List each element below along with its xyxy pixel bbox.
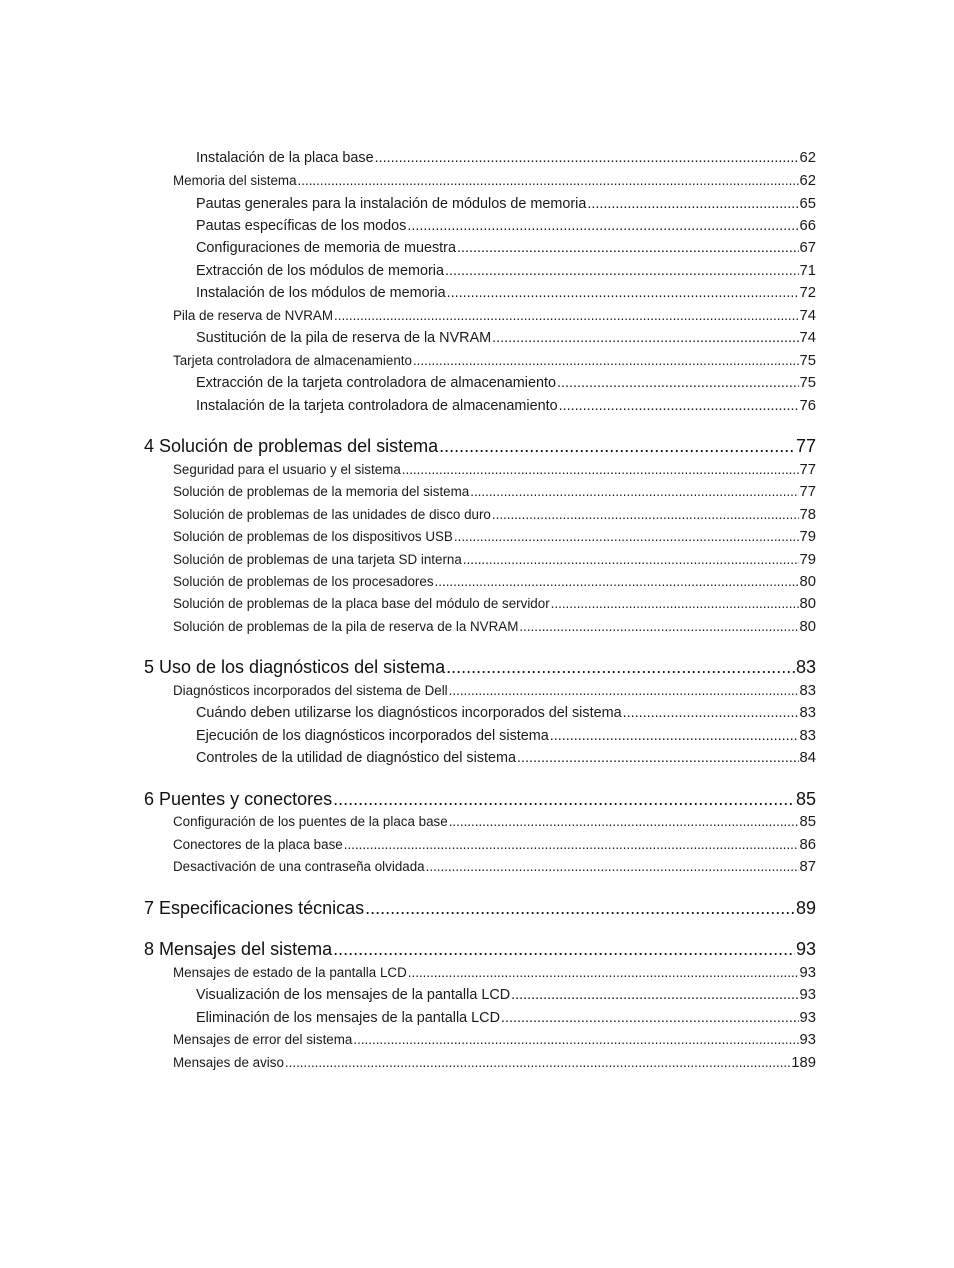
toc-entry-page: 80: [799, 619, 816, 635]
toc-entry-title: Cuándo deben utilizarse los diagnósticos incorporados del sistema: [196, 705, 622, 721]
toc-entry[interactable]: [173, 837, 816, 853]
toc-entry-title: Puentes y conectores: [159, 789, 333, 809]
toc-entry-page: 80: [799, 574, 816, 590]
toc-entry-title: Eliminación de los mensajes de la pantalla LCD: [196, 1010, 500, 1026]
toc-entry-title: Solución de problemas del sistema: [159, 436, 439, 456]
dot-leader: [519, 619, 798, 634]
toc-chapter-entry[interactable]: [144, 789, 816, 810]
toc-entry[interactable]: [173, 173, 816, 189]
dot-leader: [375, 150, 799, 166]
toc-entry[interactable]: [196, 987, 816, 1003]
toc-entry-title: Sustitución de la pila de reserva de la NVRAM: [196, 330, 492, 346]
toc-entry[interactable]: [173, 814, 816, 830]
dot-leader: [457, 240, 799, 256]
chapter-number: 7: [144, 898, 155, 918]
toc-entry-page: 74: [799, 308, 816, 324]
toc-entry[interactable]: [173, 552, 816, 568]
dot-leader: [333, 939, 795, 960]
toc-entry-page: 93: [799, 1032, 816, 1048]
chapter-number: 5: [144, 657, 155, 677]
toc-chapter-entry[interactable]: [144, 939, 816, 960]
toc-entry[interactable]: [173, 308, 816, 324]
toc-entry-title: Memoria del sistema: [173, 173, 297, 188]
toc-entry-page: 85: [795, 789, 816, 809]
toc-entry-page: 83: [799, 683, 816, 699]
toc-entry-title: Solución de problemas de la placa base del módulo de servidor: [173, 596, 550, 611]
toc-entry-page: 89: [795, 898, 816, 918]
dot-leader: [344, 837, 799, 852]
toc-entry-page: 78: [799, 507, 816, 523]
toc-entry[interactable]: [173, 462, 816, 478]
toc-entry-title: Solución de problemas de las unidades de disco duro: [173, 507, 491, 522]
chapter-number: 8: [144, 939, 155, 959]
toc-entry[interactable]: [173, 574, 816, 590]
dot-leader: [446, 657, 795, 678]
toc-entry-page: 93: [799, 987, 816, 1003]
toc-entry[interactable]: [173, 596, 816, 612]
toc-entry-page: 65: [799, 196, 816, 212]
toc-entry-page: 62: [799, 150, 816, 166]
toc-entry-title: Pautas generales para la instalación de módulos de memoria: [196, 196, 587, 212]
toc-entry-title: Extracción de los módulos de memoria: [196, 263, 444, 279]
toc-entry-page: 189: [791, 1055, 816, 1071]
dot-leader: [402, 462, 799, 477]
toc-entry-page: 83: [795, 657, 816, 677]
toc-entry-title: Mensajes de error del sistema: [173, 1032, 353, 1047]
toc-entry[interactable]: [196, 330, 816, 346]
toc-chapter-entry[interactable]: [144, 436, 816, 457]
toc-entry[interactable]: [173, 1032, 816, 1048]
toc-entry-page: 79: [799, 552, 816, 568]
toc-entry-title: Pila de reserva de NVRAM: [173, 308, 334, 323]
toc-entry[interactable]: [196, 375, 816, 391]
toc-chapter-entry[interactable]: [144, 898, 816, 919]
toc-entry-title: Solución de problemas de los procesadores: [173, 574, 434, 589]
dot-leader: [492, 330, 798, 346]
toc-entry[interactable]: [196, 196, 816, 212]
toc-entry[interactable]: [196, 398, 816, 414]
toc-entry[interactable]: [173, 1055, 816, 1071]
toc-entry-title: Instalación de los módulos de memoria: [196, 285, 446, 301]
toc-entry-title: Tarjeta controladora de almacenamiento: [173, 353, 412, 368]
dot-leader: [511, 987, 798, 1003]
toc-entry-title: Solución de problemas de una tarjeta SD interna: [173, 552, 462, 567]
toc-entry[interactable]: [196, 285, 816, 301]
toc-entry-page: 72: [799, 285, 816, 301]
dot-leader: [517, 750, 799, 766]
toc-entry-title: Uso de los diagnósticos del sistema: [159, 657, 446, 677]
toc-entry-page: 79: [799, 529, 816, 545]
toc-entry[interactable]: [196, 240, 816, 256]
dot-leader: [298, 173, 799, 188]
dot-leader: [623, 705, 799, 721]
toc-entry-title: Extracción de la tarjeta controladora de almacenamiento: [196, 375, 556, 391]
toc-entry[interactable]: [196, 218, 816, 234]
dot-leader: [445, 263, 799, 279]
toc-entry-page: 77: [799, 462, 816, 478]
dot-leader: [492, 507, 799, 522]
dot-leader: [551, 596, 799, 611]
toc-entry[interactable]: [173, 859, 816, 875]
toc-entry-page: 93: [799, 1010, 816, 1026]
dot-leader: [463, 552, 799, 567]
toc-entry[interactable]: [173, 683, 816, 699]
dot-leader: [333, 789, 795, 810]
toc-entry-page: 93: [799, 965, 816, 981]
dot-leader: [435, 574, 799, 589]
toc-entry-page: 83: [799, 705, 816, 721]
toc-entry[interactable]: [173, 353, 816, 369]
dot-leader: [426, 859, 799, 874]
toc-entry-title: Conectores de la placa base: [173, 837, 343, 852]
toc-entry-title: Pautas específicas de los modos: [196, 218, 407, 234]
dot-leader: [587, 196, 798, 212]
toc-entry-page: 75: [799, 375, 816, 391]
toc-entry-page: 80: [799, 596, 816, 612]
toc-entry-page: 66: [799, 218, 816, 234]
toc-entry-title: Solución de problemas de los dispositivos USB: [173, 529, 453, 544]
toc-entry-page: 75: [799, 353, 816, 369]
dot-leader: [285, 1055, 790, 1070]
dot-leader: [550, 728, 799, 744]
toc-entry[interactable]: [173, 619, 816, 635]
toc-entry[interactable]: [196, 150, 816, 166]
toc-entry[interactable]: [173, 529, 816, 545]
toc-entry-title: Ejecución de los diagnósticos incorporados del sistema: [196, 728, 549, 744]
chapter-number: 6: [144, 789, 155, 809]
dot-leader: [439, 436, 795, 457]
toc-chapter-entry[interactable]: [144, 657, 816, 678]
toc-entry-title: Controles de la utilidad de diagnóstico del sistema: [196, 750, 516, 766]
toc-entry-title: Mensajes del sistema: [159, 939, 333, 959]
toc-entry-title: Configuraciones de memoria de muestra: [196, 240, 456, 256]
toc-entry-title: Mensajes de aviso: [173, 1055, 284, 1070]
toc-entry-page: 86: [799, 837, 816, 853]
dot-leader: [413, 353, 799, 368]
toc-entry-title: Visualización de los mensajes de la pantalla LCD: [196, 987, 511, 1003]
dot-leader: [407, 218, 798, 234]
toc-entry-page: 83: [799, 728, 816, 744]
dot-leader: [334, 308, 799, 323]
toc-entry-page: 84: [799, 750, 816, 766]
toc-entry[interactable]: [196, 1010, 816, 1026]
dot-leader: [408, 965, 799, 980]
toc-entry-page: 62: [799, 173, 816, 189]
chapter-number: 4: [144, 436, 155, 456]
dot-leader: [365, 898, 795, 919]
toc-entry-page: 77: [795, 436, 816, 456]
toc-entry-title: Instalación de la tarjeta controladora de almacenamiento: [196, 398, 558, 414]
dot-leader: [559, 398, 799, 414]
toc-entry-page: 77: [799, 484, 816, 500]
toc-entry[interactable]: [196, 750, 816, 766]
toc-entry[interactable]: [196, 263, 816, 279]
toc-entry-title: Solución de problemas de la pila de reserva de la NVRAM: [173, 619, 519, 634]
toc-entry[interactable]: [196, 728, 816, 744]
toc-entry-page: 76: [799, 398, 816, 414]
toc-entry[interactable]: [173, 484, 816, 500]
dot-leader: [501, 1010, 799, 1026]
dot-leader: [557, 375, 799, 391]
dot-leader: [353, 1032, 798, 1047]
dot-leader: [470, 484, 798, 499]
toc-entry-title: Instalación de la placa base: [196, 150, 374, 166]
dot-leader: [454, 529, 799, 544]
toc-entry-title: Mensajes de estado de la pantalla LCD: [173, 965, 407, 980]
toc-entry-page: 87: [799, 859, 816, 875]
dot-leader: [449, 814, 799, 829]
toc-entry-page: 93: [795, 939, 816, 959]
toc-entry-page: 74: [799, 330, 816, 346]
toc-entry-title: Especificaciones técnicas: [159, 898, 365, 918]
toc-entry-title: Seguridad para el usuario y el sistema: [173, 462, 401, 477]
toc-entry-page: 71: [799, 263, 816, 279]
dot-leader: [449, 683, 799, 698]
toc-entry-title: Solución de problemas de la memoria del sistema: [173, 484, 470, 499]
toc-entry-page: 85: [799, 814, 816, 830]
toc-entry-title: Diagnósticos incorporados del sistema de Dell: [173, 683, 448, 698]
toc-entry-title: Desactivación de una contraseña olvidada: [173, 859, 425, 874]
toc-entry-title: Configuración de los puentes de la placa base: [173, 814, 448, 829]
toc-entry-page: 67: [799, 240, 816, 256]
toc-entry[interactable]: [196, 705, 816, 721]
dot-leader: [447, 285, 799, 301]
toc-entry[interactable]: [173, 965, 816, 981]
toc-entry[interactable]: [173, 507, 816, 523]
